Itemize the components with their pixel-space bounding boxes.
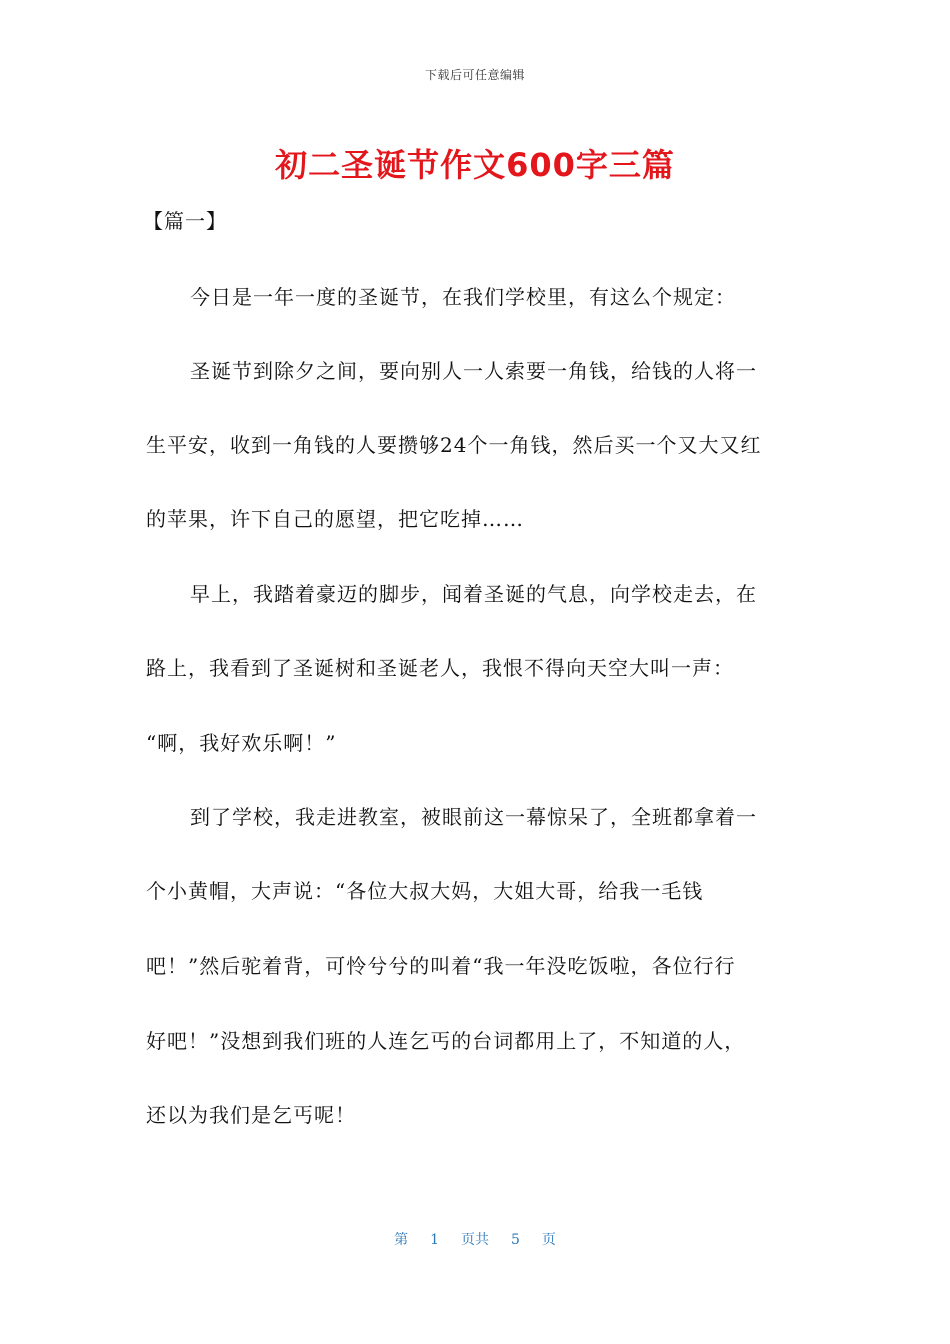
- footer-total-pages: 5: [511, 1232, 520, 1248]
- document-title: 初二圣诞节作文600字三篇: [275, 146, 675, 184]
- paragraph-line: 还以为我们是乞丐呢！: [146, 1103, 356, 1127]
- paragraph-line: 的苹果，许下自己的愿望，把它吃掉……: [146, 507, 524, 531]
- section-label: 【篇一】: [143, 209, 227, 233]
- paragraph-line: 圣诞节到除夕之间，要向别人一人索要一角钱，给钱的人将一: [190, 359, 757, 383]
- paragraph-line: 吧！”然后驼着背，可怜兮兮的叫着“我一年没吃饭啦，各位行行: [146, 954, 736, 978]
- paragraph-line: “啊，我好欢乐啊！”: [146, 731, 337, 755]
- paragraph-line: 早上，我踏着豪迈的脚步，闻着圣诞的气息，向学校走去，在: [190, 582, 757, 606]
- paragraph-line: 路上，我看到了圣诞树和圣诞老人，我恨不得向天空大叫一声：: [146, 656, 734, 680]
- footer-prefix: 第: [394, 1232, 409, 1248]
- footer-current-page: 1: [430, 1232, 439, 1248]
- paragraph-line: 个小黄帽，大声说：“各位大叔大妈，大姐大哥，给我一毛钱: [146, 879, 704, 903]
- paragraph-line: 到了学校，我走进教室，被眼前这一幕惊呆了，全班都拿着一: [190, 805, 757, 829]
- paragraph-line: 今日是一年一度的圣诞节，在我们学校里，有这么个规定：: [190, 285, 736, 309]
- paragraph-line: 好吧！”没想到我们班的人连乞丐的台词都用上了，不知道的人，: [146, 1029, 746, 1053]
- paragraph-line: 生平安，收到一角钱的人要攒够24个一角钱，然后买一个又大又红: [146, 433, 762, 457]
- page-footer: [0, 1229, 950, 1249]
- footer-middle: 页共: [461, 1232, 489, 1248]
- header-note: 下载后可任意编辑: [424, 68, 525, 82]
- footer-suffix: 页: [541, 1232, 556, 1248]
